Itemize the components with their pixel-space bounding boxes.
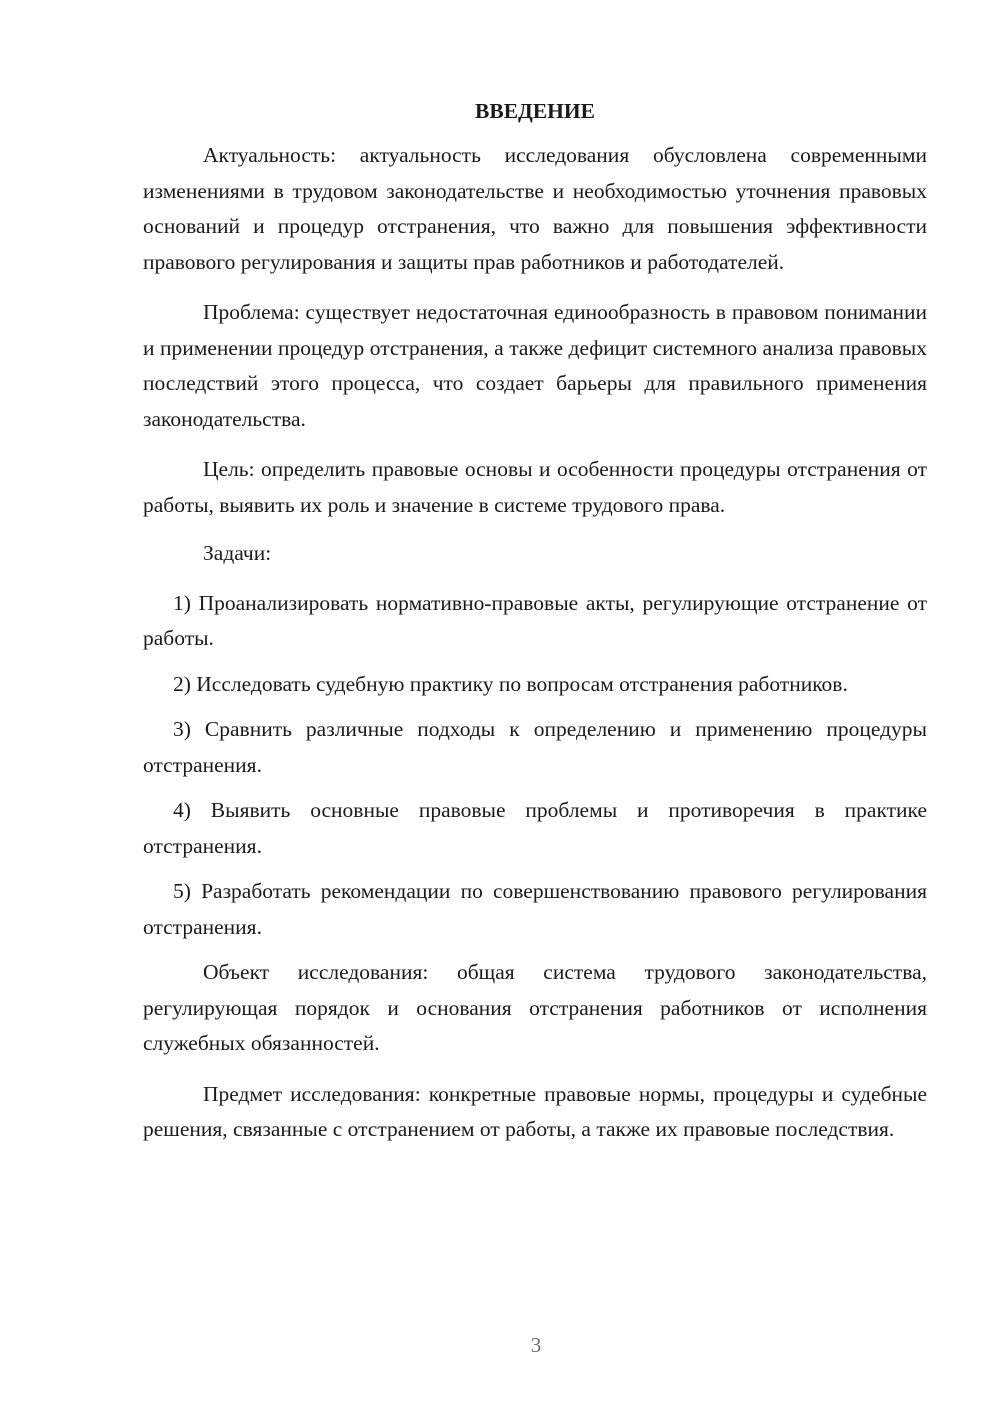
task-item-3: 3) Сравнить различные подходы к определению и применению процедуры отстранения. — [143, 717, 927, 777]
page-title: ВВЕДЕНИЕ — [475, 99, 595, 123]
paragraph-subject: Предмет исследования: конкретные правовые нормы, процедуры и судебные решения, связанные с отстранением от работы, а также их правовые последствия. — [143, 1081, 927, 1141]
paragraph-goal: Цель: определить правовые основы и особенности процедуры отстранения от работы, выявить их роль и значение в системе трудового права. — [143, 457, 927, 517]
task-item-2: 2) Исследовать судебную практику по вопросам отстранения работников. — [173, 671, 848, 696]
task-item-5: 5) Разработать рекомендации по совершенствованию правового регулирования отстранения. — [143, 879, 927, 939]
paragraph-object: Объект исследования: общая система трудового законодательства, регулирующая порядок и основания отстранения работников от исполнения служебных обязанностей. — [143, 960, 927, 1055]
task-item-4: 4) Выявить основные правовые проблемы и противоречия в практике отстранения. — [143, 798, 927, 858]
page-number: 3 — [530, 1333, 542, 1357]
paragraph-relevance: Актуальность: актуальность исследования обусловлена современными изменениями в трудовом законодательстве и необходимостью уточнения правовых оснований и процедур отстранения, что важно для повышения эффективности правового регулирования и защиты прав работников и работодателей. — [143, 143, 927, 274]
paragraph-problem: Проблема: существует недостаточная единообразность в правовом понимании и применении процедур отстранения, а также дефицит системного анализа правовых последствий этого процесса, что создает барьеры для правильного применения законодательства. — [143, 300, 927, 431]
task-item-1: 1) Проанализировать нормативно-правовые акты, регулирующие отстранение от работы. — [143, 590, 927, 650]
page-content — [143, 94, 927, 1163]
tasks-label: Задачи: — [203, 541, 272, 565]
